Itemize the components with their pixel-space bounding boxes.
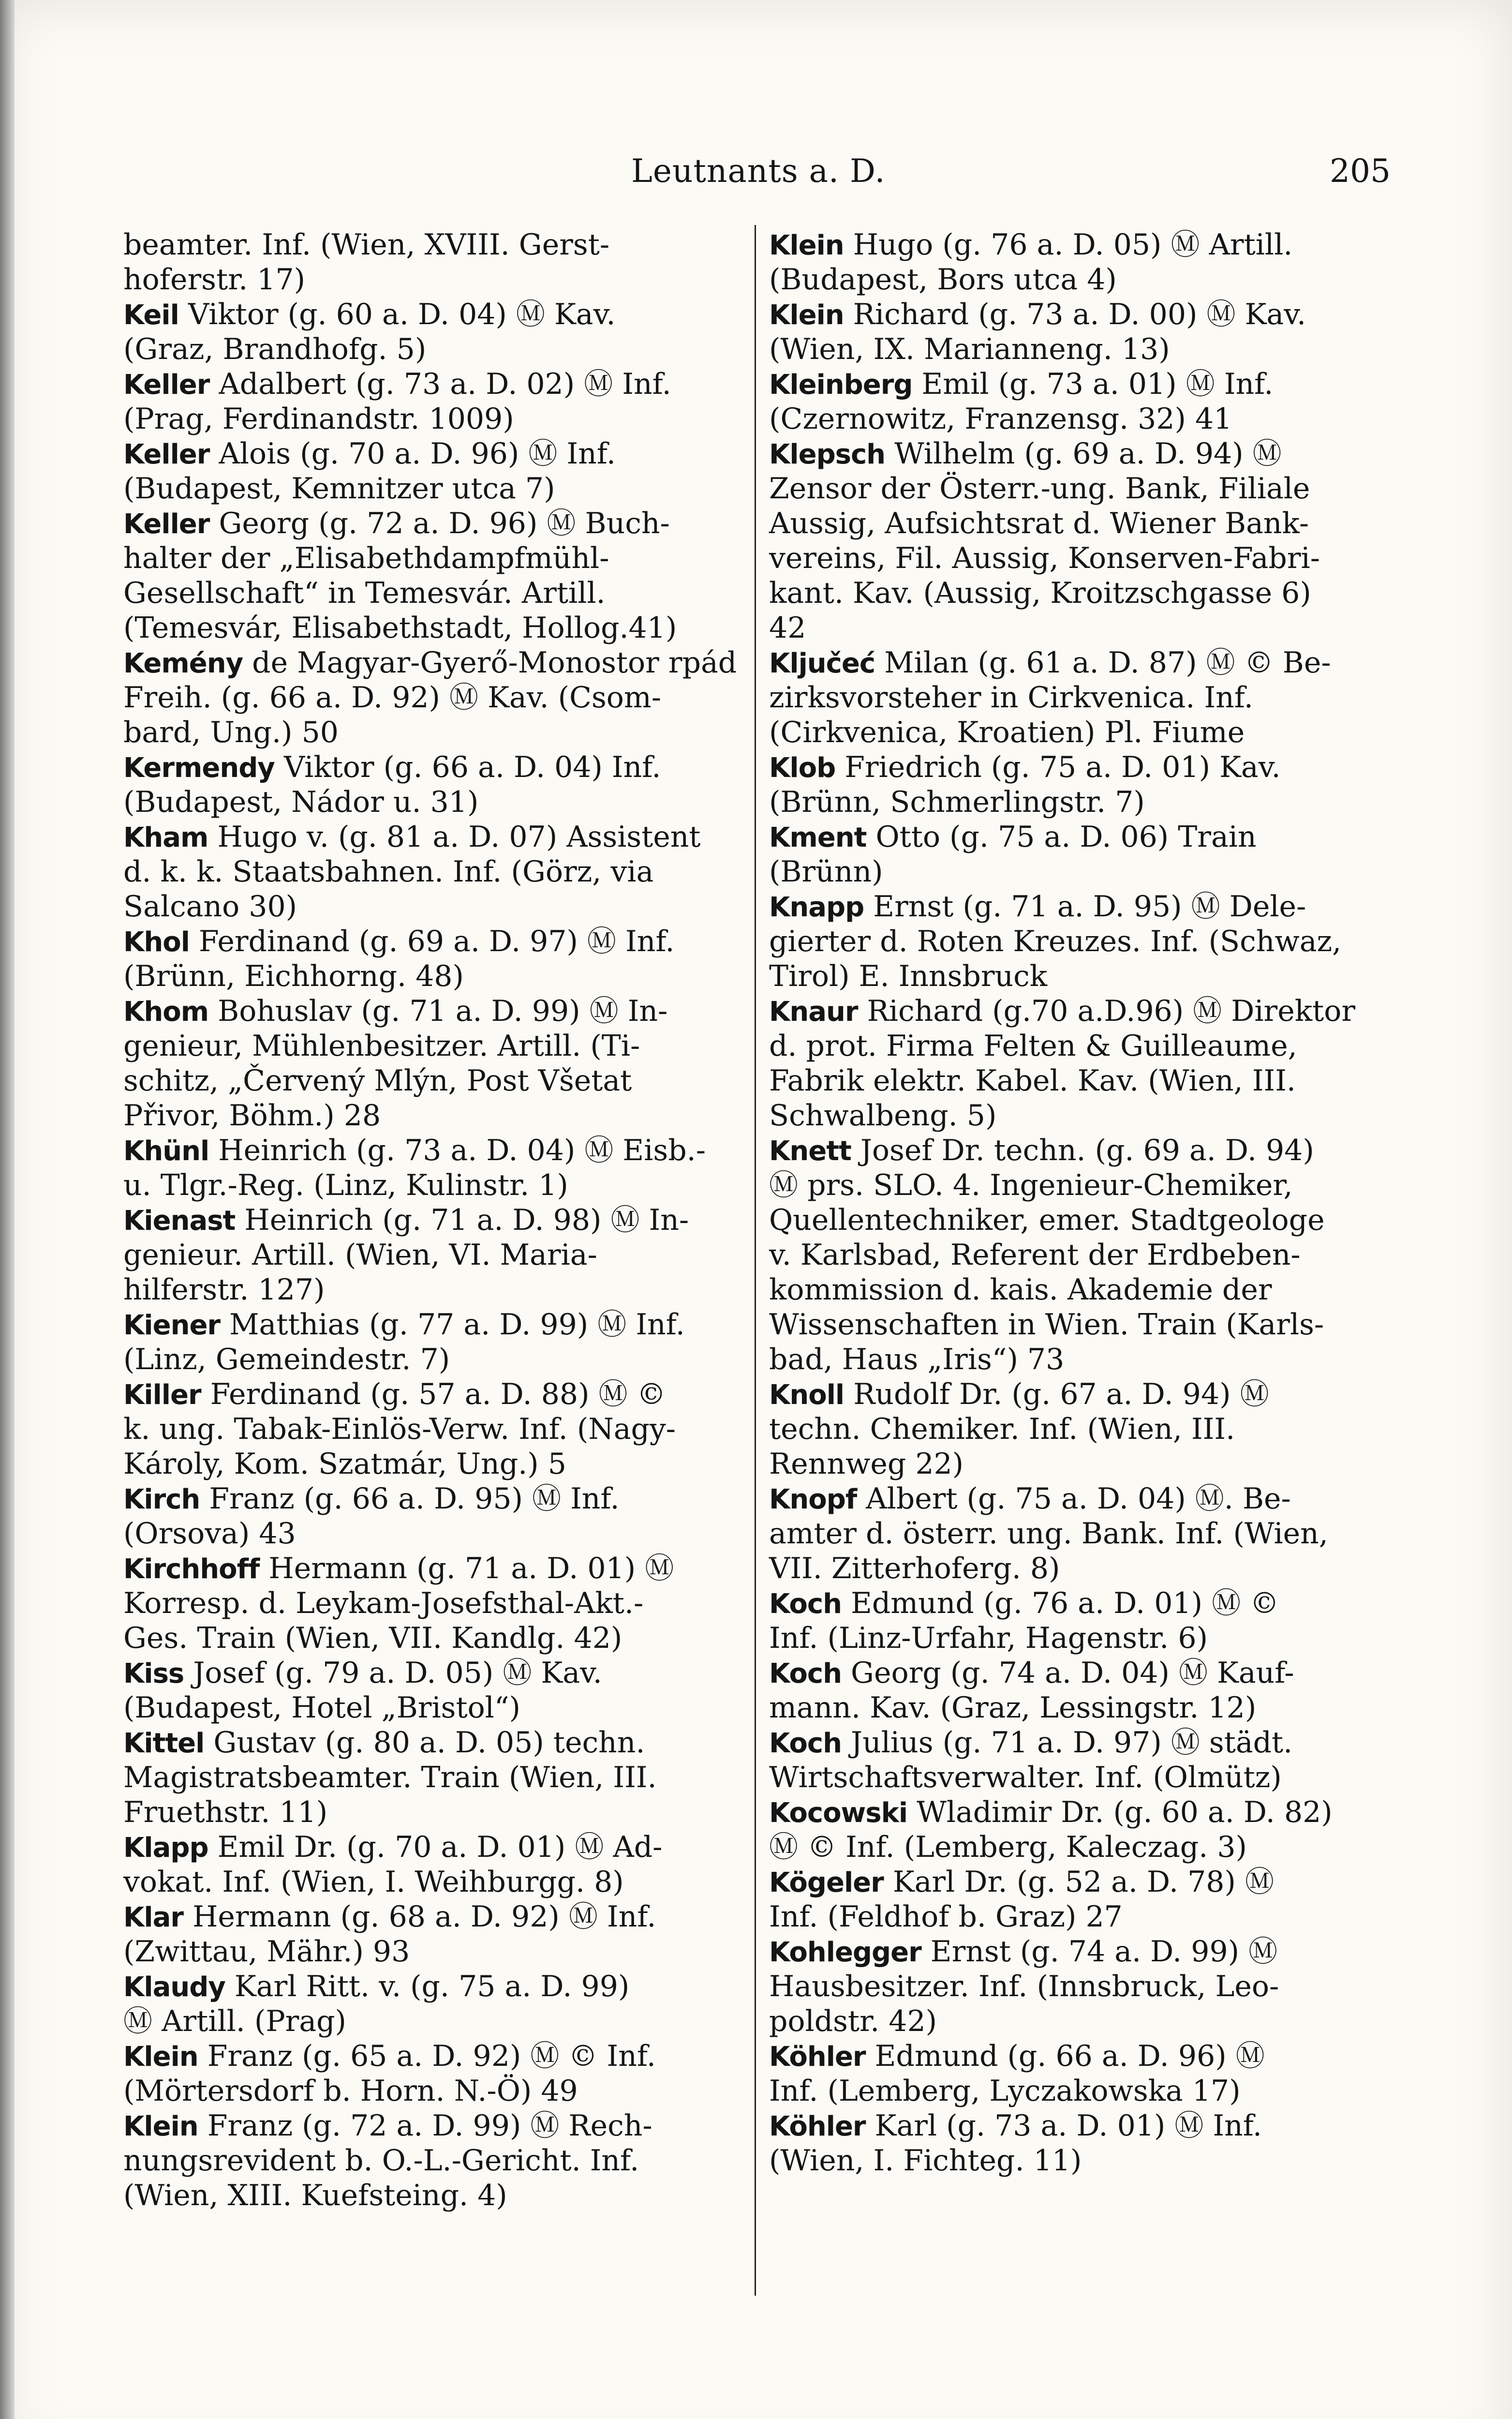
entry-text: Ferdinand (g. 69 a. D. 97) Ⓜ Inf. [189,925,675,958]
entry-surname: Kiener [123,1310,221,1341]
entry-line [123,1481,742,1516]
entry-text: VII. Zitterhoferg. 8) [769,1552,1060,1585]
entry-text: (Cirkvenica, Kroatien) Pl. Fiume [769,716,1245,749]
entry-text: Ⓜ © Inf. (Lemberg, Kaleczag. 3) [769,1830,1247,1864]
entry-text: Viktor (g. 66 a. D. 04) Inf. [274,750,661,784]
entry-line [769,645,1388,680]
entry-text: (Brünn, Eichhorng. 48) [123,959,464,993]
entry-surname: Keller [123,508,210,540]
entry-surname: Kögeler [769,1867,884,1898]
entry-text: Franz (g. 66 a. D. 95) Ⓜ Inf. [200,1482,620,1516]
entry-text: kommission d. kais. Akademie der [769,1273,1272,1307]
continuation-line [769,1272,1388,1307]
entry-text: Rudolf Dr. (g. 67 a. D. 94) Ⓜ [844,1377,1269,1411]
continuation-line [769,576,1388,611]
entry-text: poldstr. 42) [769,2004,937,2038]
entry-surname: Klein [769,230,844,261]
entry-text: k. ung. Tabak-Einlös-Verw. Inf. (Nagy- [123,1412,676,1446]
continuation-line [769,1621,1388,1656]
continuation-line [769,2143,1388,2178]
entry-text: Hermann (g. 71 a. D. 01) Ⓜ [259,1552,674,1585]
entry-line [769,1795,1388,1830]
entry-text: Georg (g. 74 a. D. 04) Ⓜ Kauf- [841,1656,1294,1690]
continuation-line [123,680,742,715]
entry-text: vereins, Fil. Aussig, Konserven-Fabri- [769,541,1320,575]
continuation-line [769,1551,1388,1586]
entry-text: (Budapest, Nádor u. 31) [123,785,479,819]
entry-text: Emil (g. 73 a. 01) Ⓜ Inf. [912,367,1274,401]
entry-line [769,2039,1388,2074]
entry-line [769,2108,1388,2143]
entry-surname: Keil [123,299,179,331]
entry-line [123,1377,742,1412]
entry-text: (Orsova) 43 [123,1517,296,1551]
entry-text: Ferdinand (g. 57 a. D. 88) Ⓜ © [201,1377,666,1411]
entry-surname: Klapp [123,1832,208,1864]
entry-text: Heinrich (g. 71 a. D. 98) Ⓜ In- [235,1203,689,1237]
entry-line [769,1586,1388,1621]
entry-text: Bohuslav (g. 71 a. D. 99) Ⓜ In- [208,994,668,1028]
entry-text: Wissenschaften in Wien. Train (Karls- [769,1308,1324,1342]
entry-surname: Koch [769,1728,842,1759]
entry-text: gierter d. Roten Kreuzes. Inf. (Schwaz, [769,925,1342,958]
continuation-line [769,1168,1388,1203]
continuation-line [123,1934,742,1969]
continuation-line [123,1098,742,1133]
continuation-line [769,1029,1388,1063]
continuation-line [123,262,742,297]
continuation-line [769,1307,1388,1342]
entry-text: (Wien, IX. Marianneng. 13) [769,332,1170,366]
entry-text: Aussig, Aufsichtsrat d. Wiener Bank- [769,507,1309,540]
left-column [123,227,742,2213]
entry-text: Wilhelm (g. 69 a. D. 94) Ⓜ [885,437,1282,471]
continuation-line [769,506,1388,541]
entry-text: zirksvorsteher in Cirkvenica. Inf. [769,681,1253,715]
entry-text: Magistratsbeamter. Train (Wien, III. [123,1761,657,1794]
continuation-line [769,1969,1388,2004]
entry-text: Hugo v. (g. 81 a. D. 07) Assistent [208,820,701,854]
entry-surname: Khünl [123,1135,209,1167]
entry-text: Inf. (Linz-Urfahr, Hagenstr. 6) [769,1621,1208,1655]
page-number: 205 [1330,152,1391,190]
continuation-line [769,1760,1388,1795]
continuation-line [123,1412,742,1447]
entry-surname: Klar [123,1902,183,1933]
entry-text: Heinrich (g. 73 a. D. 04) Ⓜ Eisb.- [209,1134,706,1167]
entry-surname: Kment [769,822,867,853]
entry-line [769,994,1388,1029]
entry-text: (Linz, Gemeindestr. 7) [123,1343,450,1376]
continuation-line [123,2074,742,2108]
entry-line [123,1656,742,1690]
entry-text: Gustav (g. 80 a. D. 05) techn. [204,1726,645,1760]
entry-line [769,1133,1388,1168]
entry-text: Matthias (g. 77 a. D. 99) Ⓜ Inf. [220,1308,685,1342]
entry-line [769,1481,1388,1516]
entry-surname: Khom [123,996,209,1028]
entry-text: (Wien, I. Fichteg. 11) [769,2144,1082,2178]
entry-text: Edmund (g. 66 a. D. 96) Ⓜ [865,2039,1265,2073]
continuation-line [769,1830,1388,1865]
continuation-line [123,1516,742,1551]
entry-text: (Budapest, Hotel „Bristol“) [123,1691,520,1725]
continuation-line [769,2004,1388,2039]
continuation-line [123,1238,742,1272]
entry-text: Franz (g. 65 a. D. 92) Ⓜ © Inf. [198,2039,656,2073]
entry-line [769,1656,1388,1690]
entry-text: Karl Dr. (g. 52 a. D. 78) Ⓜ [883,1865,1274,1899]
entry-surname: Köhler [769,2041,866,2073]
entry-line [769,1725,1388,1760]
continuation-line [123,2178,742,2213]
continuation-line [123,1029,742,1063]
entry-line [123,924,742,959]
continuation-line [123,402,742,436]
entry-surname: Keller [123,439,210,470]
continuation-line [123,959,742,994]
entry-surname: Köhler [769,2111,866,2142]
entry-line [769,889,1388,924]
entry-line [769,750,1388,785]
entry-line [769,436,1388,471]
continuation-line [769,471,1388,506]
continuation-line [769,402,1388,436]
continuation-line [769,541,1388,576]
entry-surname: Koch [769,1658,842,1689]
entry-surname: Klein [123,2111,198,2142]
entry-text: Josef Dr. techn. (g. 69 a. D. 94) [851,1134,1314,1167]
entry-text: halter der „Elisabethdampfmühl- [123,541,609,575]
entry-text: (Brünn) [769,855,883,889]
entry-surname: Kocowski [769,1797,908,1829]
entry-text: Richard (g.70 a.D.96) Ⓜ Direktor [858,994,1356,1028]
entry-text: Julius (g. 71 a. D. 97) Ⓜ städt. [841,1726,1293,1760]
entry-text: Inf. (Feldhof b. Graz) 27 [769,1900,1123,1934]
entry-text: Gesellschaft“ in Temesvár. Artill. [123,576,606,610]
entry-surname: Kleinberg [769,369,913,401]
continuation-line [769,1412,1388,1447]
entry-surname: Knett [769,1135,851,1167]
continuation-line [769,785,1388,820]
continuation-line [123,2004,742,2039]
entry-surname: Kirch [123,1484,200,1515]
entry-line [123,506,742,541]
entry-text: Schwalbeng. 5) [769,1099,997,1133]
entry-text: Zensor der Österr.-ung. Bank, Filiale [769,472,1310,506]
running-head: Leutnants a. D. [631,152,886,190]
entry-text: d. k. k. Staatsbahnen. Inf. (Görz, via [123,855,654,889]
continuation-line [769,680,1388,715]
entry-text: Richard (g. 73 a. D. 00) Ⓜ Kav. [844,298,1306,331]
entry-text: (Prag, Ferdinandstr. 1009) [123,402,514,436]
entry-text: v. Karlsbad, Referent der Erdbeben- [769,1238,1301,1272]
entry-surname: Ključeć [769,648,875,679]
continuation-line [769,332,1388,367]
entry-surname: Kohlegger [769,1937,921,1968]
entry-text: Hausbesitzer. Inf. (Innsbruck, Leo- [769,1970,1279,2003]
entry-text: nungsrevident b. O.-L.-Gericht. Inf. [123,2144,639,2178]
entry-text: (Mörtersdorf b. Horn. N.-Ö) 49 [123,2074,578,2108]
continuation-line [123,576,742,611]
entry-text: bard, Ung.) 50 [123,716,339,749]
entry-text: vokat. Inf. (Wien, I. Weihburgg. 8) [123,1865,624,1899]
entry-text: hilferstr. 127) [123,1273,325,1307]
continuation-line [123,785,742,820]
entry-surname: Knapp [769,892,864,923]
entry-text: (Czernowitz, Franzensg. 32) 41 [769,402,1232,436]
entry-text: Karl (g. 73 a. D. 01) Ⓜ Inf. [865,2109,1262,2143]
continuation-line [123,1795,742,1830]
continuation-line [123,1621,742,1656]
entry-text: Hermann (g. 68 a. D. 92) Ⓜ Inf. [183,1900,656,1934]
entry-text: Ernst (g. 71 a. D. 95) Ⓜ Dele- [864,890,1306,924]
column-divider [755,225,756,2296]
entry-line [123,436,742,471]
continuation-line [769,1342,1388,1377]
entry-text: Albert (g. 75 a. D. 04) Ⓜ. Be- [857,1482,1291,1516]
entry-text: Alois (g. 70 a. D. 96) Ⓜ Inf. [209,437,616,471]
continuation-line [123,715,742,750]
entry-text: Quellentechniker, emer. Stadtgeologe [769,1203,1325,1237]
continuation-line [769,2074,1388,2108]
continuation-line [769,1899,1388,1934]
continuation-line [123,471,742,506]
continuation-line [769,715,1388,750]
entry-text: Tirol) E. Innsbruck [769,959,1048,993]
entry-text: Franz (g. 72 a. D. 99) Ⓜ Rech- [198,2109,652,2143]
entry-text: (Graz, Brandhofg. 5) [123,332,427,366]
entry-surname: Keller [123,369,210,401]
entry-text: kant. Kav. (Aussig, Kroitzschgasse 6) [769,576,1311,610]
continuation-line [123,611,742,645]
entry-surname: Kham [123,822,208,853]
entry-text: Károly, Kom. Szatmár, Ung.) 5 [123,1447,566,1481]
continuation-line [123,2143,742,2178]
entry-text: hoferstr. 17) [123,263,306,297]
entry-line [123,1969,742,2004]
page-header [123,152,1391,196]
entry-text: (Brünn, Schmerlingstr. 7) [769,785,1145,819]
continuation-line [769,1098,1388,1133]
entry-text: (Budapest, Kemnitzer utca 7) [123,472,555,506]
continuation-line [123,1760,742,1795]
entry-text: mann. Kav. (Graz, Lessingstr. 12) [769,1691,1257,1725]
entry-surname: Khol [123,926,190,958]
continuation-line [769,1238,1388,1272]
continuation-line [123,1447,742,1481]
entry-text: Viktor (g. 60 a. D. 04) Ⓜ Kav. [178,298,616,331]
entry-text: Adalbert (g. 73 a. D. 02) Ⓜ Inf. [209,367,671,401]
entry-text: Korresp. d. Leykam-Josefsthal-Akt.- [123,1586,644,1620]
entry-text: Hugo (g. 76 a. D. 05) Ⓜ Artill. [844,228,1293,262]
right-column [769,227,1388,2178]
entry-surname: Klob [769,752,836,784]
entry-surname: Kemény [123,648,243,679]
page-edge-shadow [0,0,15,2419]
entry-text: (Temesvár, Elisabethstadt, Hollog.41) [123,611,677,645]
entry-text: Milan (g. 61 a. D. 87) Ⓜ © Be- [875,646,1331,680]
entry-text: de Magyar-Gyerő-Monostor rpád [243,646,737,680]
continuation-line [769,959,1388,994]
entry-text: Wirtschaftsverwalter. Inf. (Olmütz) [769,1761,1282,1794]
continuation-line [123,1586,742,1621]
entry-line [123,367,742,402]
continuation-line [123,889,742,924]
entry-surname: Knopf [769,1484,857,1515]
entry-text: Edmund (g. 76 a. D. 01) Ⓜ © [841,1586,1279,1620]
entry-text: beamter. Inf. (Wien, XVIII. Gerst- [123,228,610,262]
continuation-line [769,262,1388,297]
entry-line [769,1934,1388,1969]
entry-surname: Kittel [123,1728,205,1759]
entry-text: (Budapest, Bors utca 4) [769,263,1117,297]
entry-line [123,820,742,854]
entry-text: Emil Dr. (g. 70 a. D. 01) Ⓜ Ad- [208,1830,663,1864]
continuation-line [769,1203,1388,1238]
entry-surname: Kiss [123,1658,184,1689]
entry-line [123,1307,742,1342]
continuation-line [123,332,742,367]
entry-line [123,1551,742,1586]
entry-line [123,2039,742,2074]
entry-line [123,1899,742,1934]
continuation-line [123,1690,742,1725]
entry-text: Friedrich (g. 75 a. D. 01) Kav. [835,750,1281,784]
continuation-line [769,611,1388,645]
continuation-line [123,1342,742,1377]
entry-line [123,994,742,1029]
continuation-line [123,227,742,262]
continuation-line [123,1865,742,1899]
entry-text: amter d. österr. ung. Bank. Inf. (Wien, [769,1517,1328,1551]
continuation-line [769,1690,1388,1725]
entry-text: genieur. Artill. (Wien, VI. Maria- [123,1238,597,1272]
entry-surname: Klein [123,2041,198,2073]
entry-text: u. Tlgr.-Reg. (Linz, Kulinstr. 1) [123,1168,568,1202]
entry-surname: Kienast [123,1205,236,1237]
entry-line [769,1865,1388,1899]
entry-line [123,1133,742,1168]
entry-text: Ⓜ prs. SLO. 4. Ingenieur-Chemiker, [769,1168,1293,1202]
continuation-line [769,1063,1388,1098]
entry-surname: Kirchhoff [123,1553,260,1585]
entry-surname: Kermendy [123,752,275,784]
entry-text: Rennweg 22) [769,1447,964,1481]
entry-text: 42 [769,611,806,645]
entry-line [123,1203,742,1238]
entry-text: genieur, Mühlenbesitzer. Artill. (Ti- [123,1029,640,1063]
entry-line [123,750,742,785]
entry-line [123,645,742,680]
entry-text: (Wien, XIII. Kuefsteing. 4) [123,2179,507,2212]
entry-text: Fabrik elektr. Kabel. Kav. (Wien, III. [769,1064,1296,1098]
entry-surname: Klaudy [123,1971,225,2003]
entry-text: Georg (g. 72 a. D. 96) Ⓜ Buch- [209,507,670,540]
continuation-line [769,854,1388,889]
entry-surname: Koch [769,1588,842,1620]
entry-text: Přivor, Böhm.) 28 [123,1099,381,1133]
entry-text: Ernst (g. 74 a. D. 99) Ⓜ [921,1935,1278,1969]
entry-text: schitz, „Červený Mlýn, Post Všetat [123,1064,632,1098]
entry-text: Freih. (g. 66 a. D. 92) Ⓜ Kav. (Csom- [123,681,662,715]
entry-text: Wladimir Dr. (g. 60 a. D. 82) [907,1795,1333,1829]
continuation-line [123,854,742,889]
entry-text: Josef (g. 79 a. D. 05) Ⓜ Kav. [184,1656,602,1690]
continuation-line [123,541,742,576]
entry-text: techn. Chemiker. Inf. (Wien, III. [769,1412,1235,1446]
continuation-line [769,1447,1388,1481]
entry-line [769,227,1388,262]
entry-line [123,1830,742,1865]
entry-surname: Killer [123,1379,201,1411]
entry-surname: Knoll [769,1379,845,1411]
entry-line [769,367,1388,402]
continuation-line [123,1168,742,1203]
entry-text: Salcano 30) [123,890,297,924]
entry-line [123,297,742,332]
continuation-line [123,1063,742,1098]
entry-text: Inf. (Lemberg, Lyczakowska 17) [769,2074,1241,2108]
entry-text: Ges. Train (Wien, VII. Kandlg. 42) [123,1621,623,1655]
entry-text: bad, Haus „Iris“) 73 [769,1343,1065,1376]
entry-line [769,820,1388,854]
entry-text: Ⓜ Artill. (Prag) [123,2004,346,2038]
entry-line [123,1725,742,1760]
entry-line [769,297,1388,332]
entry-surname: Klepsch [769,439,886,470]
continuation-line [769,924,1388,959]
continuation-line [769,1516,1388,1551]
entry-text: Otto (g. 75 a. D. 06) Train [866,820,1257,854]
entry-text: (Zwittau, Mähr.) 93 [123,1935,410,1969]
entry-surname: Knaur [769,996,858,1028]
entry-line [123,2108,742,2143]
entry-line [769,1377,1388,1412]
entry-text: d. prot. Firma Felten & Guilleaume, [769,1029,1297,1063]
entry-text: Karl Ritt. v. (g. 75 a. D. 99) [225,1970,630,2003]
continuation-line [123,1272,742,1307]
entry-surname: Klein [769,299,844,331]
entry-text: Fruethstr. 11) [123,1795,328,1829]
